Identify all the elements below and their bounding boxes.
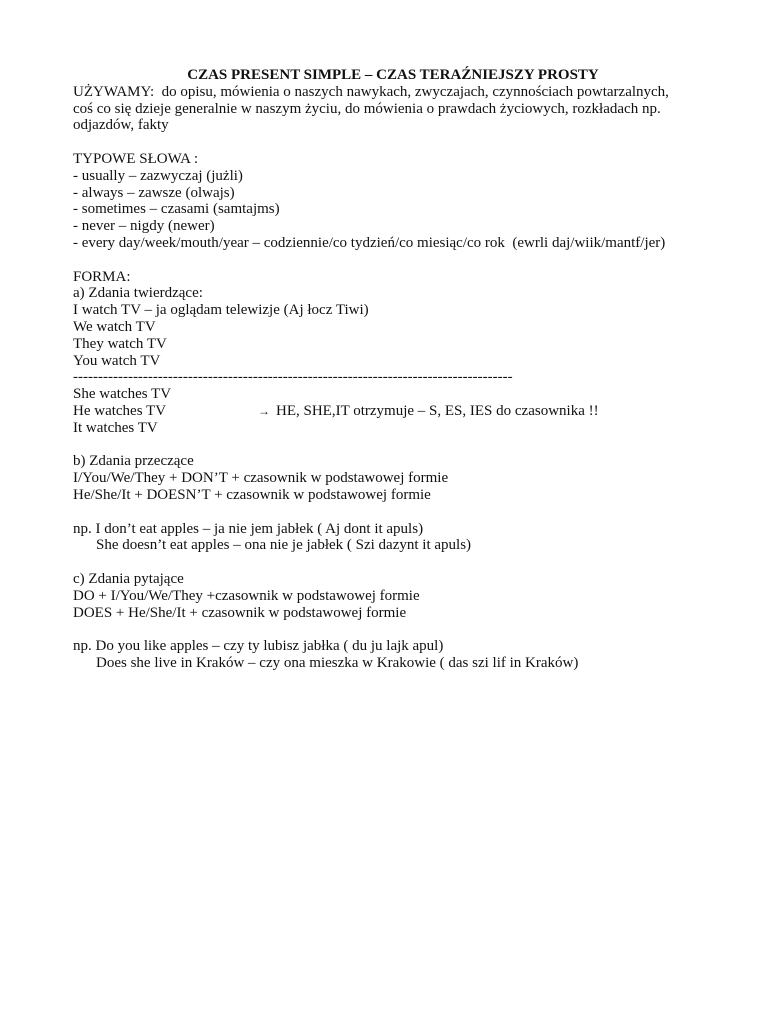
negative-heading: b) Zdania przeczące [73, 453, 194, 470]
spacer [73, 504, 713, 521]
negative-example: np. I don’t eat apples – ja nie jem jabłek ( Aj dont it apuls) [73, 520, 424, 537]
question-example: Does she live in Kraków – czy ona mieszka w Krakowie ( das szi lif in Kraków) [96, 654, 579, 671]
spacer [73, 621, 713, 638]
negative-rule: He/She/It + DOESN’T + czasownik w podstawowej formie [73, 486, 431, 503]
affirmative-example: You watch TV [73, 352, 161, 369]
intro-line: odjazdów, fakty [73, 117, 169, 134]
negative-example: She doesn’t eat apples – ona nie je jabłek ( Szi dazynt it apuls) [96, 537, 472, 554]
third-person-example: He watches TV [73, 402, 167, 419]
typical-word-item: - sometimes – czasami (samtajms) [73, 201, 280, 218]
third-person-row [73, 403, 713, 420]
affirmative-heading: a) Zdania twierdzące: [73, 285, 203, 302]
spacer [73, 554, 713, 571]
third-person-example: It watches TV [73, 419, 158, 436]
third-person-example: She watches TV [73, 386, 172, 403]
typical-word-item: - every day/week/mouth/year – codziennie/co tydzień/co miesiąc/co rok (ewrli daj/wiik/mantf/jer) [73, 234, 666, 251]
affirmative-example: We watch TV [73, 318, 156, 335]
question-rule: DOES + He/She/It + czasownik w podstawowej formie [73, 604, 407, 621]
intro-line: UŻYWAMY: do opisu, mówienia o naszych nawykach, zwyczajach, czynnościach powtarzalnych, [73, 83, 669, 100]
dashed-separator: ---------------------------------------------------------------------------------------- [73, 369, 513, 386]
third-person-rule: HE, SHE,IT otrzymuje – S, ES, IES do czasownika !! [276, 402, 599, 419]
spacer [73, 134, 713, 151]
document-title: CZAS PRESENT SIMPLE – CZAS TERAŹNIEJSZY PROSTY [187, 67, 599, 83]
question-example: np. Do you like apples – czy ty lubisz jabłka ( du ju lajk apul) [73, 638, 444, 655]
typical-word-item: - always – zawsze (olwajs) [73, 184, 235, 201]
document-page [73, 67, 713, 672]
form-heading: FORMA: [73, 268, 131, 285]
affirmative-example: They watch TV [73, 335, 167, 352]
typical-word-item: - never – nigdy (newer) [73, 218, 215, 235]
spacer [73, 437, 713, 454]
intro-line: coś co się dzieje generalnie w naszym życiu, do mówienia o prawdach życiowych, rozkładach np. [73, 100, 661, 117]
negative-rule: I/You/We/They + DON’T + czasownik w podstawowej formie [73, 470, 449, 487]
typical-word-item: - usually – zazwyczaj (jużli) [73, 167, 243, 184]
question-rule: DO + I/You/We/They +czasownik w podstawowej formie [73, 587, 420, 604]
affirmative-example: I watch TV – ja oglądam telewizje (Aj łocz Tiwi) [73, 302, 369, 319]
arrow-right-icon: → [258, 403, 270, 418]
third-person-note [258, 403, 599, 420]
spacer [73, 252, 713, 269]
typical-words-heading: TYPOWE SŁOWA : [73, 150, 198, 167]
questions-heading: c) Zdania pytające [73, 570, 184, 587]
